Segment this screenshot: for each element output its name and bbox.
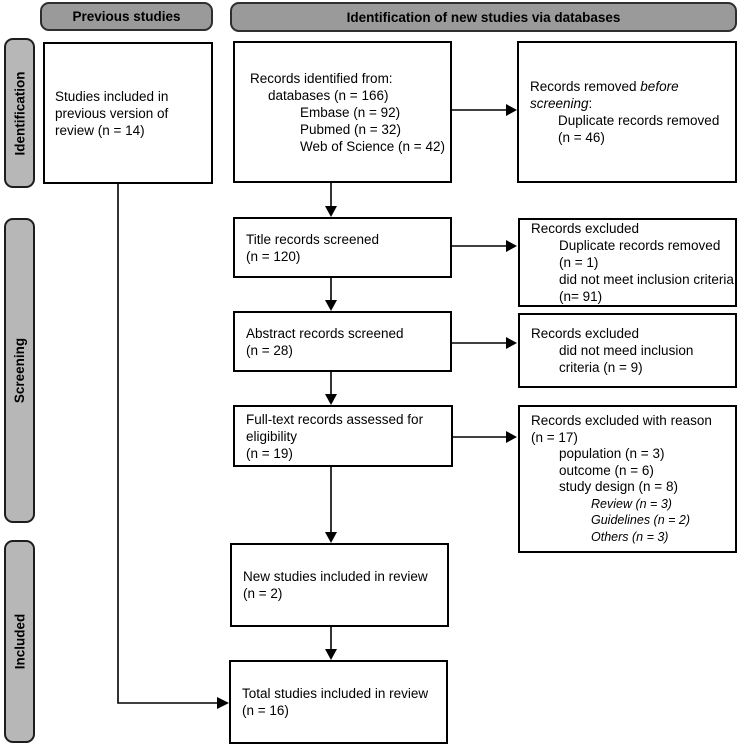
box-new-studies-included: New studies included in review (n = 2) (230, 543, 449, 627)
box-records-removed-before-screening: Records removed before screening: Duplicate records removed (n = 46) (517, 41, 737, 183)
box-records-identified: Records identified from: databases (n = 166) Embase (n = 92) Pubmed (n = 32) Web of Science (n = 42) (233, 41, 452, 183)
box-fulltext-assessed: Full-text records assessed for eligibility (n = 19) (233, 405, 453, 467)
stage-label-included: Included (4, 540, 35, 743)
box-studies-previous-version: Studies included in previous version of review (n = 14) (43, 42, 213, 184)
header-identification-new-studies (230, 2, 737, 32)
header-previous-studies (40, 2, 213, 31)
box-records-excluded-with-reason: Records excluded with reason (n = 17) population (n = 3) outcome (n = 6) study design (n = 8) Review (n = 3) Guidelines (n = 2) Others (n = 3) (518, 405, 737, 553)
box-records-excluded-abstract: Records excluded did not meed inclusion criteria (n = 9) (518, 313, 737, 388)
header-identification-new-studies-label: Identification of new studies via databases (346, 9, 621, 25)
box-records-excluded-title: Records excluded Duplicate records removed (n = 1) did not meet inclusion criteria (n= 91) (518, 218, 737, 307)
stage-label-screening: Screening (4, 218, 35, 523)
header-previous-studies-label: Previous studies (72, 9, 181, 24)
box-abstract-records-screened: Abstract records screened (n = 28) (233, 311, 452, 372)
stage-label-identification: Identification (4, 38, 35, 188)
box-total-studies-included: Total studies included in review (n = 16) (229, 660, 448, 744)
box-title-records-screened: Title records screened (n = 120) (233, 217, 452, 278)
